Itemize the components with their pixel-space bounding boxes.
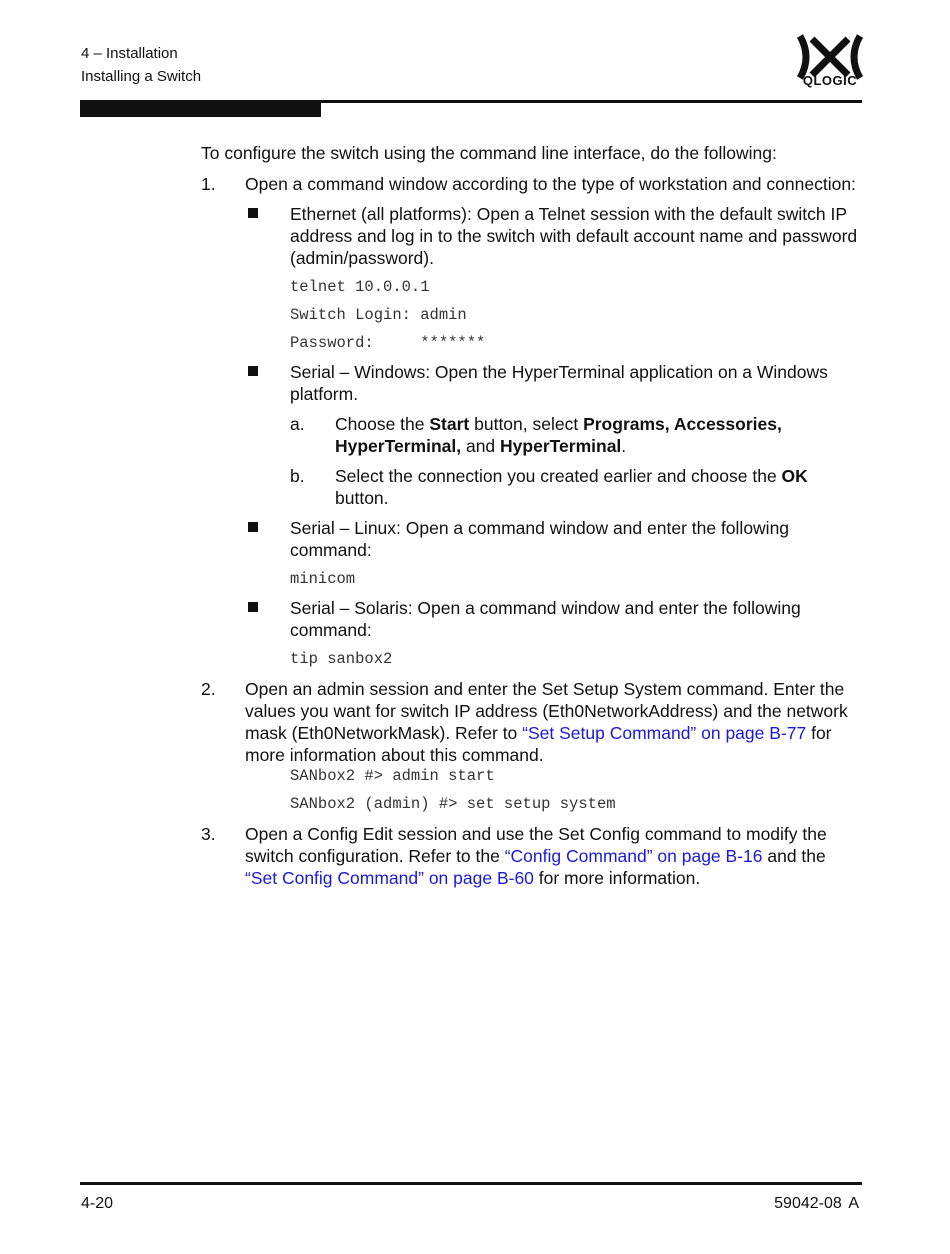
- step-number: 3.: [201, 824, 216, 844]
- header-section: Installing a Switch: [81, 68, 202, 85]
- substep-label: b.: [290, 466, 305, 486]
- square-bullet-icon: [245, 517, 290, 561]
- header-chapter: 4 – Installation: [81, 45, 178, 62]
- step-3: [201, 823, 861, 889]
- bullet-text: Ethernet (all platforms): Open a Telnet session with the default switch IP address and log in to the switch with default account name and password (admin/password).: [290, 204, 858, 268]
- bullet-text: Serial – Windows: Open the HyperTerminal application on a Windows platform.: [290, 362, 828, 404]
- footer-rule: [80, 1182, 862, 1185]
- step-1: [201, 173, 861, 669]
- code-line: Password: *******: [290, 334, 486, 352]
- step-text: Open an admin session and enter the Set Setup System command. Enter the values you want for switch IP address (Eth0NetworkAddress) and the network mask (Eth0NetworkMask). Refer to: [245, 679, 848, 743]
- substep-a: [290, 413, 861, 457]
- link-set-config-command[interactable]: “Set Config Command” on page B-60: [245, 868, 534, 888]
- substep-text: .: [621, 436, 627, 456]
- bullet-ethernet: [245, 203, 861, 269]
- bullet-text: Serial – Linux: Open a command window and enter the following command:: [290, 518, 790, 560]
- link-config-command[interactable]: “Config Command” on page B-16: [504, 846, 763, 866]
- substep-b: [290, 465, 861, 509]
- intro-paragraph: To configure the switch using the command line interface, do the following:: [201, 143, 777, 163]
- code-line: SANbox2 (admin) #> set setup system: [290, 795, 616, 813]
- substep-text: button, select: [469, 414, 584, 434]
- bullet-serial-solaris: [245, 597, 861, 641]
- page-body: [201, 142, 861, 898]
- footer-doc-id: 59042-08 A: [774, 1195, 859, 1212]
- bullet-text: Serial – Solaris: Open a command window and enter the following command:: [290, 598, 801, 640]
- step-text: for more information.: [533, 868, 701, 888]
- step-number: 2.: [201, 679, 216, 699]
- code-line: SANbox2 #> admin start: [290, 767, 495, 785]
- code-line: tip sanbox2: [290, 650, 393, 668]
- step-2: [201, 678, 861, 766]
- square-bullet-icon: [245, 597, 290, 641]
- step-text: Open a command window according to the type of workstation and connection:: [245, 174, 856, 194]
- square-bullet-icon: [245, 361, 290, 509]
- header-tab-bar: [80, 100, 321, 117]
- substep-text: Choose the: [335, 414, 430, 434]
- code-line: telnet 10.0.0.1: [290, 278, 430, 296]
- substep-text: button.: [335, 488, 389, 508]
- step-number: 1.: [201, 174, 216, 194]
- bullet-serial-windows: [245, 361, 861, 509]
- footer-page-number: 4-20: [81, 1195, 114, 1212]
- ui-term-start: Start: [429, 414, 470, 434]
- bullet-serial-linux: [245, 517, 861, 561]
- step-text: and the: [762, 846, 826, 866]
- square-bullet-icon: [245, 203, 290, 269]
- substep-label: a.: [290, 414, 305, 434]
- ui-term-hyperterminal: HyperTerminal: [500, 436, 622, 456]
- step-text: for more information about this command.: [245, 723, 832, 765]
- link-set-setup-command[interactable]: “Set Setup Command” on page B-77: [522, 723, 807, 743]
- logo-wordmark: QLOGIC: [802, 73, 858, 88]
- ui-term-ok: OK: [781, 466, 808, 486]
- code-line: minicom: [290, 570, 356, 588]
- substep-text: and: [461, 436, 501, 456]
- ui-term-programs: Programs, Accessories, HyperTerminal,: [335, 414, 782, 456]
- substep-text: Select the connection you created earlier and choose the: [335, 466, 782, 486]
- code-line: Switch Login: admin: [290, 306, 467, 324]
- step-text: Open a Config Edit session and use the Set Config command to modify the switch configuration. Refer to the: [245, 824, 827, 866]
